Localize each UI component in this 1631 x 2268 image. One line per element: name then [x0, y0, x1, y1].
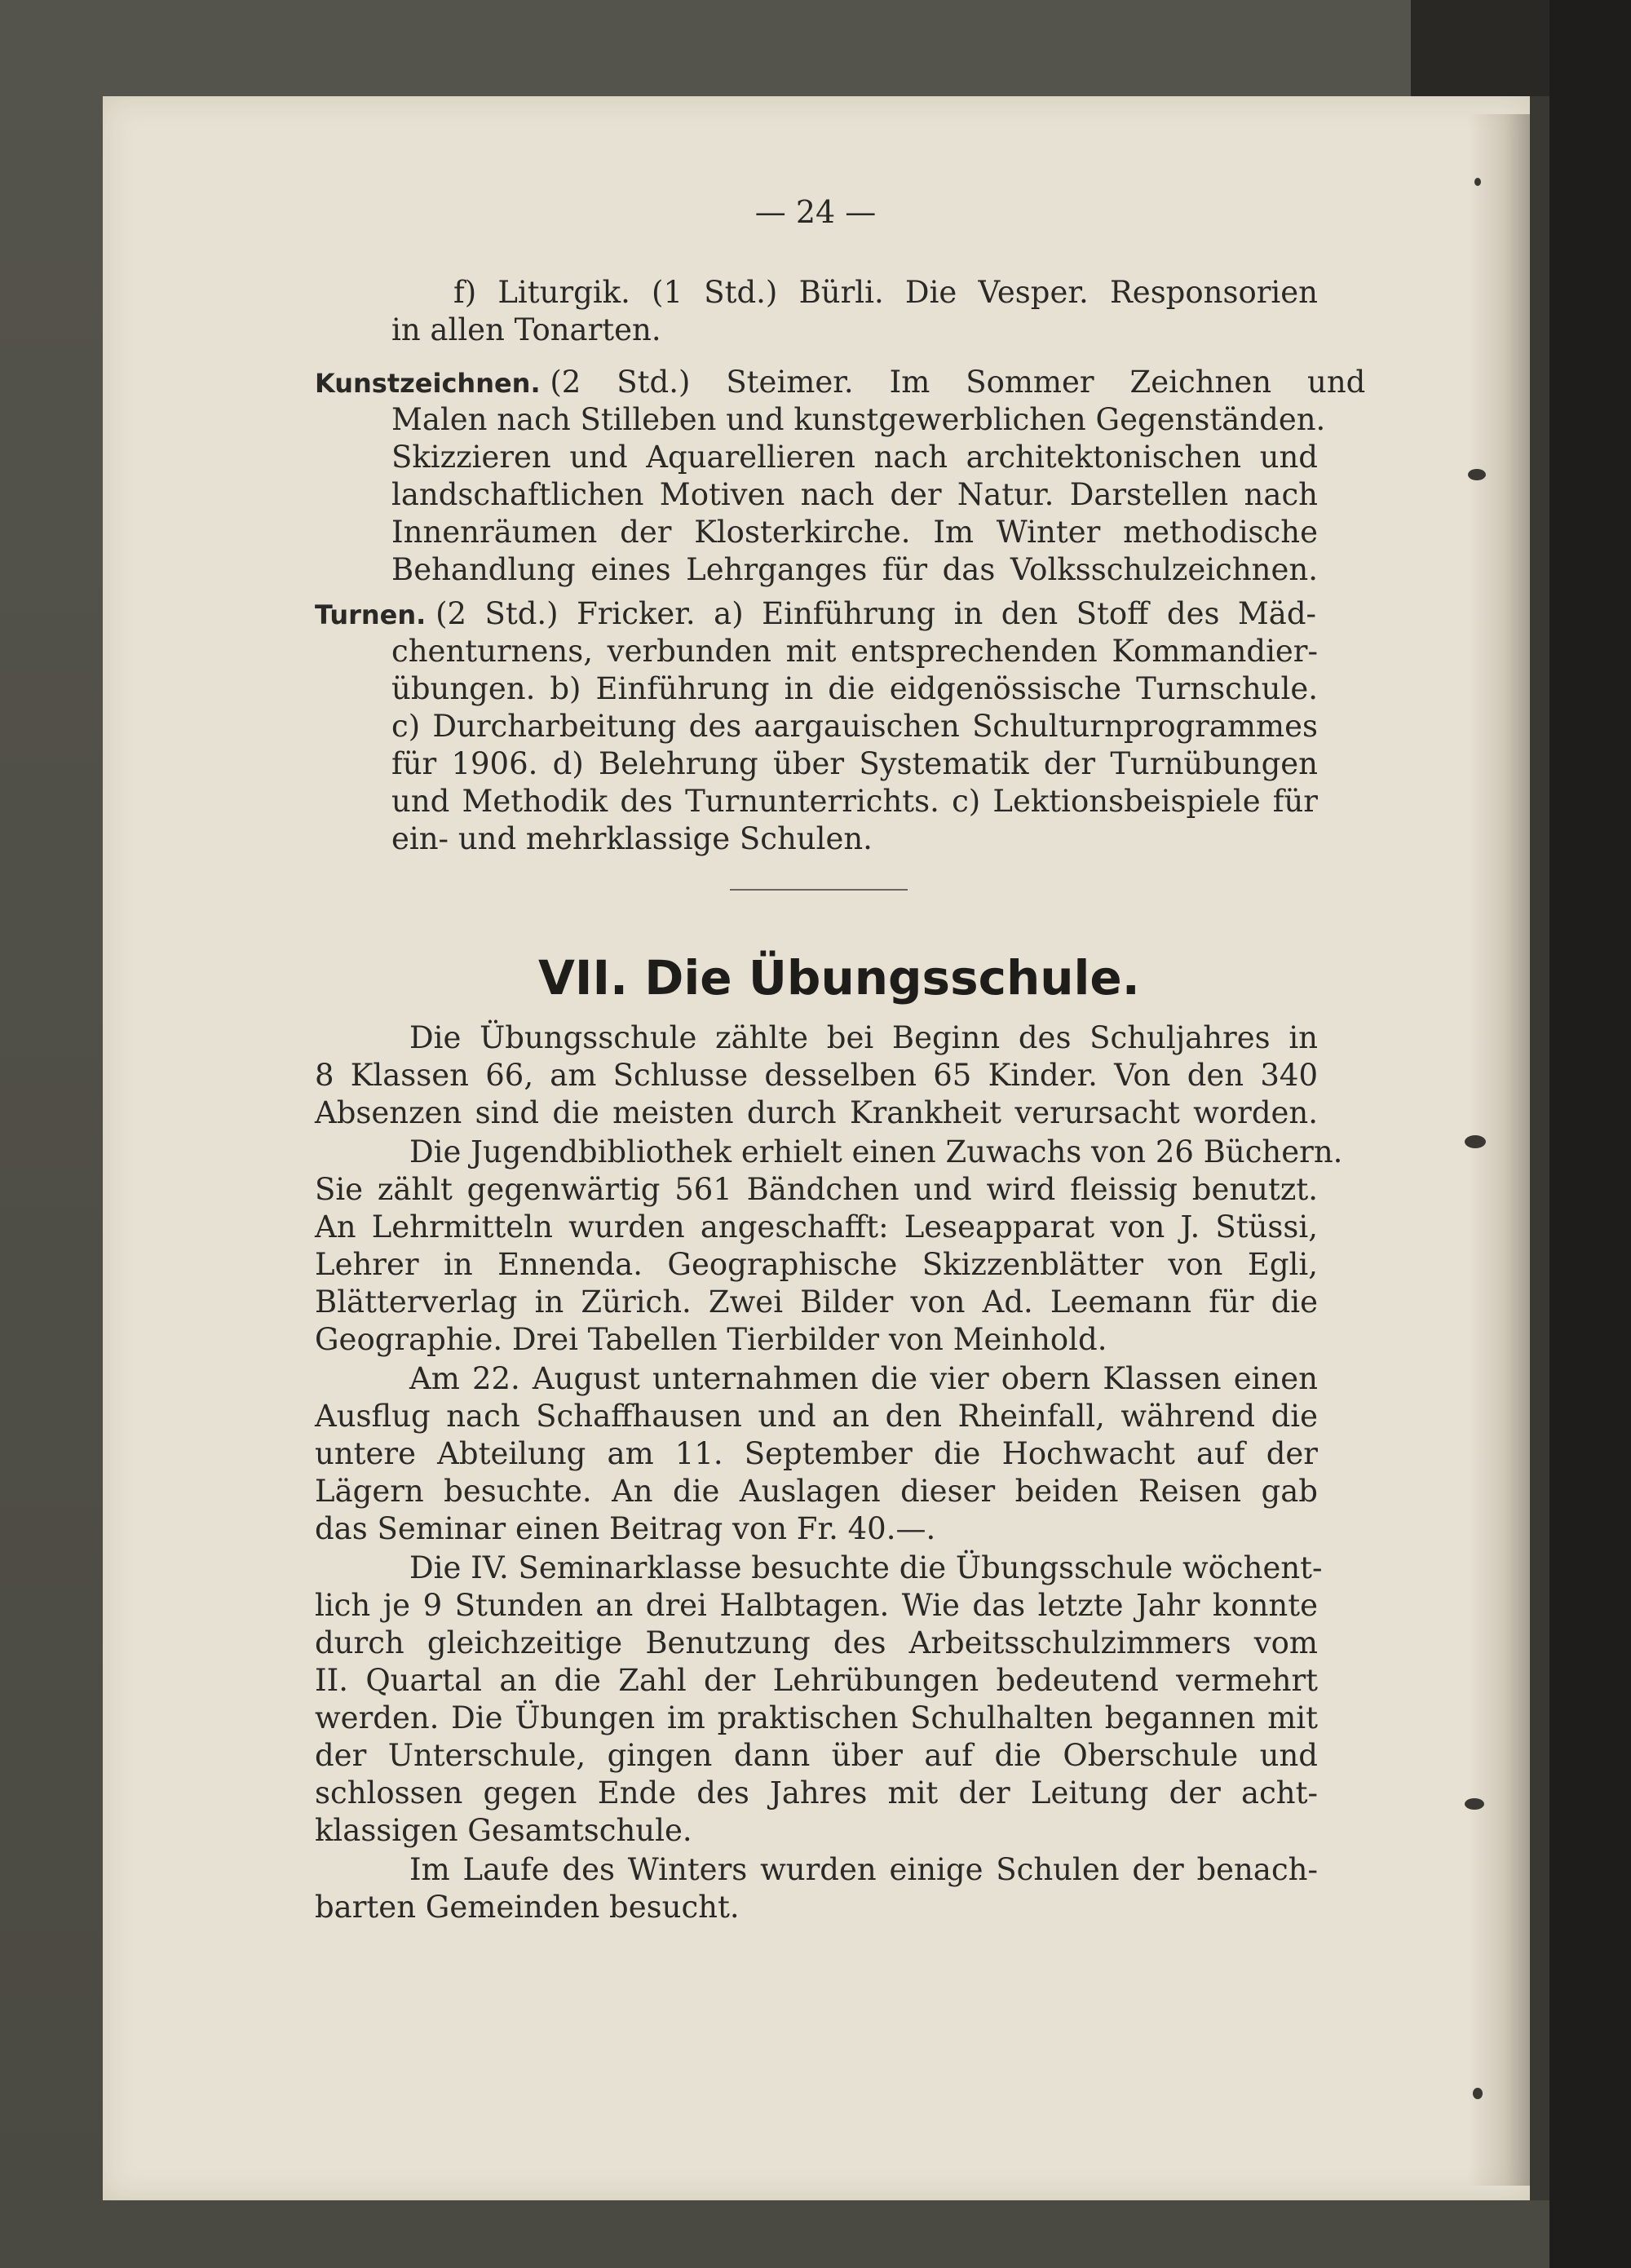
body-line: Die Übungsschule zählte bei Beginn des Schuljahres in: [409, 1020, 1318, 1055]
body-line: Lägern besuchte. An die Auslagen dieser beiden Reisen gab: [315, 1474, 1318, 1509]
turnen-line: für 1906. d) Belehrung über Systematik der Turnübungen: [391, 746, 1318, 781]
body-line: untere Abteilung am 11. September die Hochwacht auf der: [315, 1436, 1318, 1471]
body-line: der Unterschule, gingen dann über auf die Oberschule und: [315, 1738, 1318, 1773]
kunstzeichnen-line: Malen nach Stilleben und kunstgewerblichen Gegenständen.: [391, 402, 1326, 437]
liturgik-line-2: in allen Tonarten.: [391, 312, 661, 347]
kunstzeichnen-line: Behandlung eines Lehrganges für das Volksschulzeichnen.: [391, 552, 1318, 587]
body-line: Ausflug nach Schaffhausen und an den Rheinfall, während die: [315, 1399, 1318, 1434]
body-line: Absenzen sind die meisten durch Krankheit verursacht worden.: [315, 1095, 1318, 1130]
page-edge-shading: [1468, 114, 1530, 2186]
kunstzeichnen-line-1: (2 Std.) Steimer. Im Sommer Zeichnen und: [550, 365, 1366, 400]
turnen-line: und Methodik des Turnunterrichts. c) Lektionsbeispiele für: [391, 784, 1318, 819]
margin-speck: [1474, 178, 1481, 186]
body-line: Die IV. Seminarklasse besuchte die Übungsschule wöchent-: [409, 1550, 1323, 1585]
turnen-line: übungen. b) Einführung in die eidgenössische Turnschule.: [391, 671, 1318, 706]
margin-speck: [1465, 1798, 1484, 1810]
kunstzeichnen-heading-line: [315, 364, 1366, 402]
page-number: — 24 —: [754, 194, 877, 230]
section-heading: VII. Die Übungsschule.: [538, 950, 1140, 1006]
turnen-line: c) Durcharbeitung des aargauischen Schulturnprogrammes: [391, 709, 1318, 744]
turnen-line-1: (2 Std.) Fricker. a) Einführung in den Stoff des Mäd-: [435, 596, 1317, 631]
body-line: klassigen Gesamtschule.: [315, 1813, 692, 1848]
kunstzeichnen-line: Innenräumen der Klosterkirche. Im Winter methodische: [391, 515, 1318, 550]
body-line: Die Jugendbibliothek erhielt einen Zuwachs von 26 Büchern.: [409, 1134, 1343, 1169]
turnen-line: chenturnens, verbunden mit entsprechenden Kommandier-: [391, 634, 1318, 669]
body-line: durch gleichzeitige Benutzung des Arbeitsschulzimmers vom: [315, 1625, 1318, 1660]
body-line: lich je 9 Stunden an drei Halbtagen. Wie das letzte Jahr konnte: [315, 1588, 1318, 1623]
body-line: werden. Die Übungen im praktischen Schulhalten begannen mit: [315, 1700, 1318, 1735]
turnen-line: ein- und mehrklassige Schulen.: [391, 821, 873, 856]
body-line: II. Quartal an die Zahl der Lehrübungen bedeutend vermehrt: [315, 1663, 1318, 1698]
turnen-heading-line: [315, 595, 1318, 634]
body-line: An Lehrmitteln wurden angeschafft: Leseapparat von J. Stüssi,: [315, 1209, 1318, 1245]
body-line: Geographie. Drei Tabellen Tierbilder von Meinhold.: [315, 1322, 1107, 1357]
liturgik-line-1: f) Liturgik. (1 Std.) Bürli. Die Vesper. Responsorien: [453, 275, 1318, 310]
body-line: Lehrer in Ennenda. Geographische Skizzenblätter von Egli,: [315, 1247, 1318, 1282]
margin-speck: [1473, 2088, 1483, 2099]
body-line: schlossen gegen Ende des Jahres mit der Leitung der acht-: [315, 1775, 1318, 1810]
margin-speck: [1465, 1135, 1486, 1148]
kunstzeichnen-label: Kunstzeichnen.: [315, 368, 541, 399]
kunstzeichnen-line: landschaftlichen Motiven nach der Natur. Darstellen nach: [391, 477, 1318, 512]
body-line: Im Laufe des Winters wurden einige Schulen der benach-: [409, 1852, 1318, 1887]
kunstzeichnen-line: Skizzieren und Aquarellieren nach architektonischen und: [391, 440, 1318, 475]
page-right-shadow: [1530, 96, 1549, 2200]
body-line: 8 Klassen 66, am Schlusse desselben 65 Kinder. Von den 340: [315, 1058, 1318, 1093]
margin-speck: [1468, 469, 1486, 480]
body-line: das Seminar einen Beitrag von Fr. 40.—.: [315, 1511, 936, 1546]
body-line: Blätterverlag in Zürich. Zwei Bilder von Ad. Leemann für die: [315, 1284, 1318, 1320]
turnen-label: Turnen.: [315, 599, 427, 630]
body-line: barten Gemeinden besucht.: [315, 1890, 740, 1925]
body-line: Am 22. August unternahmen die vier obern Klassen einen: [409, 1361, 1318, 1396]
section-divider: [730, 889, 908, 891]
binding-edge-right: [1549, 0, 1631, 2268]
body-line: Sie zählt gegenwärtig 561 Bändchen und wird fleissig benutzt.: [315, 1172, 1318, 1207]
